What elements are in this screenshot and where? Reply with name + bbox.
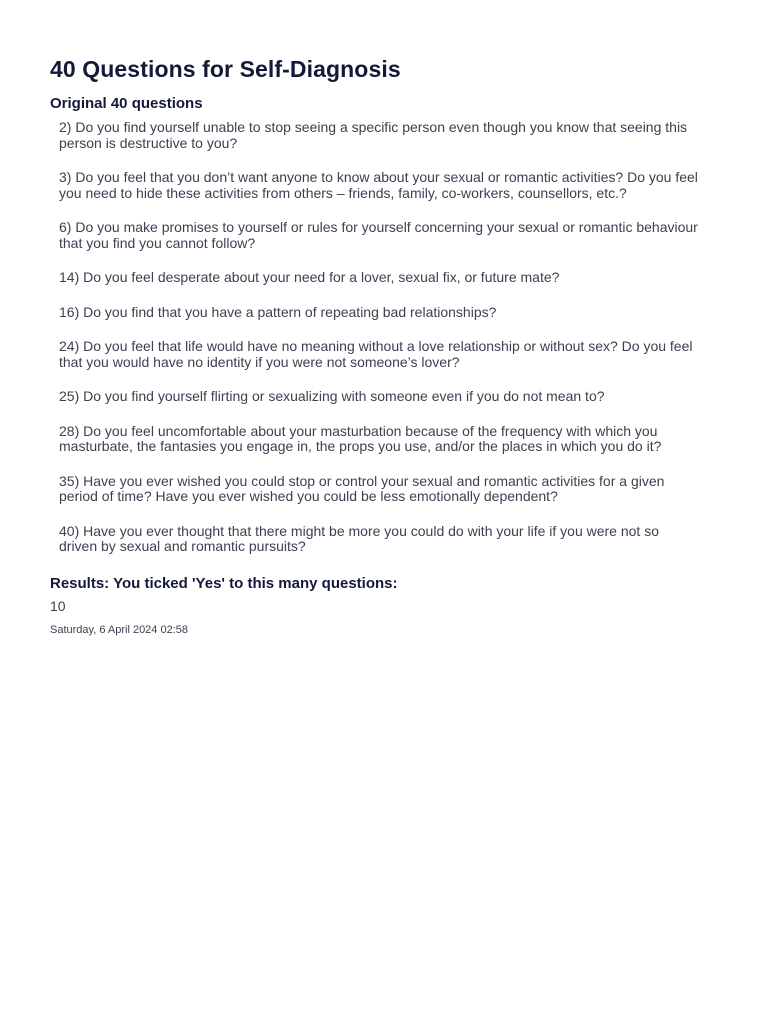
results-heading: Results: You ticked 'Yes' to this many questions:	[50, 574, 398, 592]
page-title: 40 Questions for Self-Diagnosis	[50, 56, 401, 82]
results-count: 10	[50, 597, 66, 614]
question-item: 28) Do you feel uncomfortable about your masturbation because of the frequency with which you masturbate, the fantasies you engage in, the props you use, and/or the places in which you do it?	[59, 422, 662, 454]
question-item: 24) Do you feel that life would have no meaning without a love relationship or without sex? Do you feel that you would have no identity if you were not someone’s lover?	[59, 338, 693, 370]
question-item: 2) Do you find yourself unable to stop seeing a specific person even though you know that seeing this person is destructive to you?	[59, 119, 688, 151]
document-page	[50, 54, 710, 637]
question-list	[50, 120, 710, 555]
section-title: Original 40 questions	[50, 95, 203, 112]
question-item: 40) Have you ever thought that there might be more you could do with your life if you were not so driven by sexual and romantic pursuits?	[59, 522, 659, 554]
timestamp: Saturday, 6 April 2024 02:58	[50, 623, 189, 636]
question-item: 6) Do you make promises to yourself or rules for yourself concerning your sexual or romantic behaviour that you find you cannot follow?	[59, 219, 698, 251]
question-item: 25) Do you find yourself flirting or sexualizing with someone even if you do not mean to?	[59, 388, 605, 404]
question-item: 35) Have you ever wished you could stop or control your sexual and romantic activities for a given period of time? Have you ever wished you could be less emotionally dependent?	[59, 472, 665, 504]
question-item: 16) Do you find that you have a pattern of repeating bad relationships?	[59, 303, 497, 320]
question-item: 3) Do you feel that you don’t want anyone to know about your sexual or romantic activities? Do you feel you need to hide these activities from others – friends, family, co-workers, counsellors, etc.?	[59, 169, 698, 201]
question-item: 14) Do you feel desperate about your need for a lover, sexual fix, or future mate?	[59, 269, 560, 285]
